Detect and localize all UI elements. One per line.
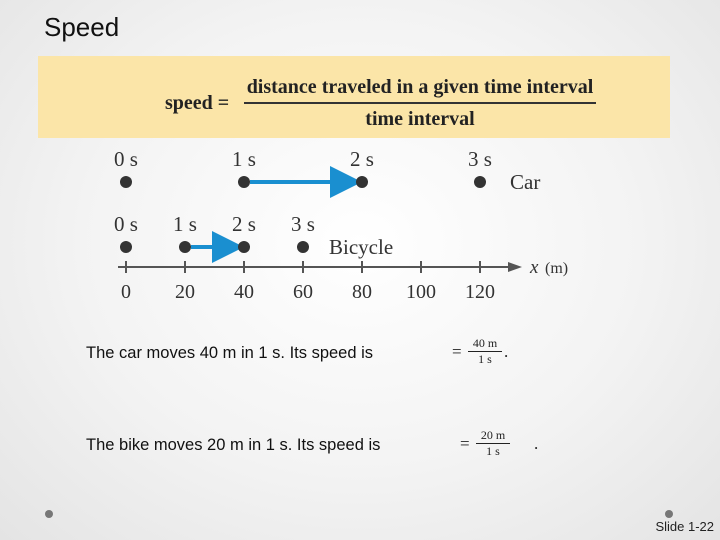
bicycle-time-label: 3 s — [291, 212, 315, 236]
car-time-label: 1 s — [232, 147, 256, 171]
equals-sign: = — [452, 342, 462, 361]
bicycle-position-dot — [179, 241, 191, 253]
car-position-dot — [120, 176, 132, 188]
x-axis-tick-label: 0 — [121, 281, 131, 303]
x-axis-tick-label: 100 — [406, 281, 436, 303]
bike-speed-fraction — [476, 429, 510, 458]
car-speed-fraction — [468, 337, 502, 366]
car-position-dot — [474, 176, 486, 188]
slide-title: Speed — [44, 12, 120, 42]
decorative-dot — [665, 510, 673, 518]
x-axis-unit: (m) — [545, 260, 569, 277]
equals-sign: = — [460, 434, 470, 453]
bicycle-position-dot — [120, 241, 132, 253]
x-axis-tick-label: 120 — [465, 281, 495, 303]
fraction-denominator: 1 s — [486, 444, 500, 458]
car-position-dot — [356, 176, 368, 188]
bicycle-time-label: 1 s — [173, 212, 197, 236]
bike-speed-statement: The bike moves 20 m in 1 s. Its speed is — [86, 436, 381, 454]
x-axis-tick-label: 40 — [234, 281, 254, 303]
car-time-label: 2 s — [350, 147, 374, 171]
formula-numerator: distance traveled in a given time interval — [246, 76, 594, 98]
car-speed-statement: The car moves 40 m in 1 s. Its speed is — [86, 344, 374, 362]
car-label: Car — [510, 170, 541, 194]
decorative-dot — [45, 510, 53, 518]
car-speed-equation — [452, 337, 532, 373]
x-axis-tick-label: 80 — [352, 281, 372, 303]
x-axis-tick-label: 60 — [293, 281, 313, 303]
fraction-denominator: 1 s — [478, 352, 492, 366]
formula-denominator: time interval — [365, 108, 475, 130]
bicycle-time-label: 0 s — [114, 212, 138, 236]
period: . — [534, 434, 539, 453]
car-time-label: 0 s — [114, 147, 138, 171]
fraction-numerator: 40 m — [472, 336, 498, 350]
bicycle-time-label: 2 s — [232, 212, 256, 236]
x-axis-variable: x — [530, 257, 539, 278]
bicycle-label: Bicycle — [329, 235, 394, 259]
bicycle-position-dot — [238, 241, 250, 253]
bike-speed-equation — [460, 429, 550, 465]
slide-number: Slide 1-22 — [655, 519, 714, 534]
car-time-label: 3 s — [468, 147, 492, 171]
x-axis-arrow-icon — [508, 262, 522, 272]
car-position-dot — [238, 176, 250, 188]
formula-lhs: speed = — [165, 92, 230, 114]
fraction-numerator: 20 m — [480, 428, 506, 442]
period: . — [504, 342, 509, 361]
x-axis-tick-label: 20 — [175, 281, 195, 303]
bicycle-position-dot — [297, 241, 309, 253]
